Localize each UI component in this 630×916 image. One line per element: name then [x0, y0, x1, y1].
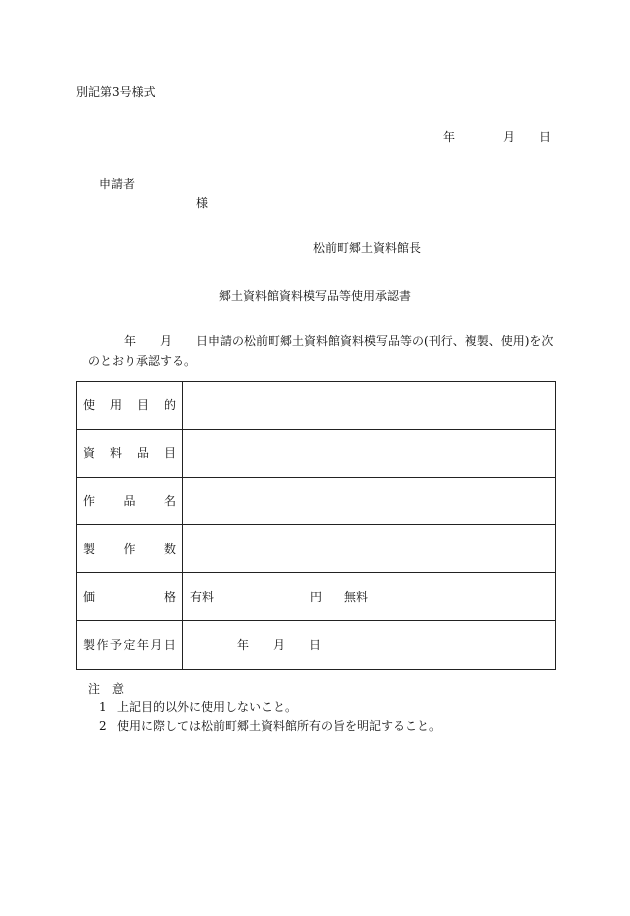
note-text: 使用に際しては松前町郷土資料館所有の旨を明記すること。	[117, 719, 442, 733]
body-month: 月	[160, 334, 173, 348]
scheduled-year: 年	[237, 638, 250, 653]
note-item	[99, 720, 441, 732]
price-free-label: 無料	[344, 589, 369, 604]
label-char: 品	[123, 494, 136, 509]
note-item	[99, 701, 297, 713]
label-char: 作	[96, 638, 109, 653]
scheduled-month: 月	[273, 638, 286, 653]
row-value-work-name[interactable]	[183, 478, 555, 526]
label-char: 定	[123, 638, 136, 653]
row-value-scheduled-date	[183, 621, 555, 669]
row-value-item[interactable]	[183, 430, 555, 478]
row-value-quantity[interactable]	[183, 525, 555, 573]
row-label-work-name	[77, 478, 183, 526]
body-text-line-1	[76, 335, 554, 347]
label-char: 製	[83, 638, 96, 653]
date-month: 月	[503, 130, 516, 144]
issuer-name: 松前町郷土資料館長	[313, 241, 422, 255]
note-number: 2	[99, 719, 107, 733]
scheduled-day: 日	[309, 638, 322, 653]
note-number: 1	[99, 700, 107, 714]
document-title: 郷土資料館資料模写品等使用承認書	[219, 289, 412, 303]
applicant-label: 申請者	[99, 177, 136, 191]
price-paid-label: 有料	[190, 589, 215, 604]
date-line	[443, 131, 551, 143]
label-char: 格	[163, 589, 176, 604]
label-char: 作	[83, 494, 96, 509]
label-char: 製	[83, 541, 96, 556]
label-char: 目	[136, 398, 149, 413]
label-char: 名	[163, 494, 176, 509]
label-char: 月	[150, 638, 163, 653]
label-char: 使	[83, 398, 96, 413]
label-char: 予	[109, 638, 122, 653]
row-value-purpose[interactable]	[183, 382, 555, 430]
row-label-price	[77, 573, 183, 621]
price-yen-label: 円	[310, 589, 323, 604]
body-line1-rest: 日申請の松前町郷土資料館資料模写品等の(刊行、複製、使用)を次	[196, 334, 554, 348]
row-label-scheduled-date	[77, 621, 183, 669]
notes-heading: 注 意	[88, 682, 125, 696]
label-char: 年	[136, 638, 149, 653]
date-day: 日	[539, 130, 552, 144]
body-year: 年	[124, 334, 137, 348]
row-value-price	[183, 573, 555, 621]
date-year: 年	[443, 130, 456, 144]
label-char: 作	[123, 541, 136, 556]
label-char: 資	[83, 446, 96, 461]
label-char: 用	[109, 398, 122, 413]
body-text-line-2: のとおり承認する。	[88, 354, 197, 368]
label-char: 的	[163, 398, 176, 413]
form-number: 別記第3号様式	[76, 85, 156, 99]
label-char: 数	[163, 541, 176, 556]
label-char: 品	[136, 446, 149, 461]
row-label-purpose	[77, 382, 183, 430]
row-label-item	[77, 430, 183, 478]
applicant-honorific: 様	[196, 196, 209, 210]
label-char: 料	[109, 446, 122, 461]
label-char: 日	[163, 638, 176, 653]
label-char: 価	[83, 589, 96, 604]
approval-table	[76, 381, 556, 670]
label-char: 目	[163, 446, 176, 461]
row-label-quantity	[77, 525, 183, 573]
note-text: 上記目的以外に使用しないこと。	[117, 700, 298, 714]
